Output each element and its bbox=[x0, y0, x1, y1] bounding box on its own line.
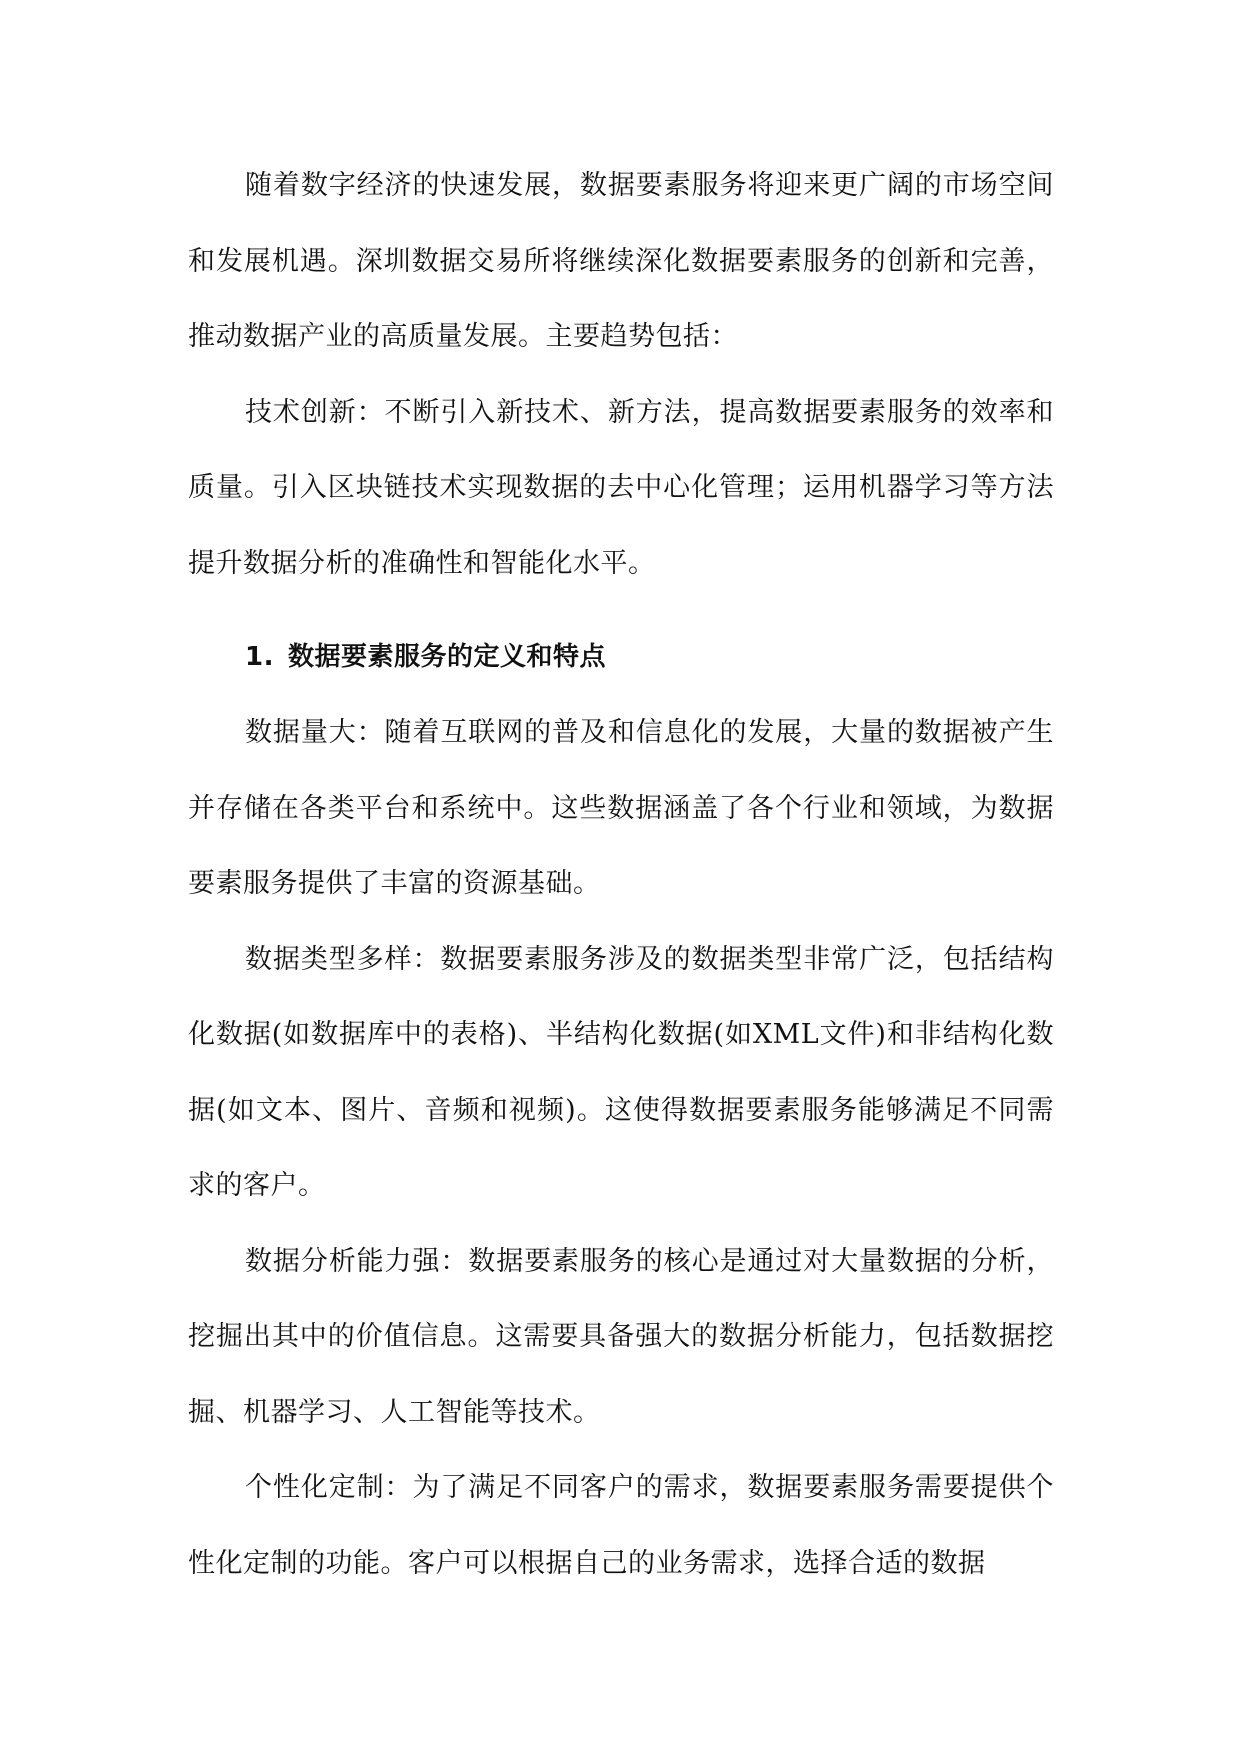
paragraph-analysis-capability: 数据分析能力强：数据要素服务的核心是通过对大量数据的分析，挖掘出其中的价值信息。这需要具备强大的数据分析能力，包括数据挖掘、机器学习、人工智能等技术。 bbox=[188, 1245, 1054, 1428]
paragraph-tech-innovation: 技术创新：不断引入新技术、新方法，提高数据要素服务的效率和质量。引入区块链技术实现数据的去中心化管理；运用机器学习等方法提升数据分析的准确性和智能化水平。 bbox=[188, 396, 1054, 579]
paragraph-data-types: 数据类型多样：数据要素服务涉及的数据类型非常广泛，包括结构化数据(如数据库中的表格)、半结构化数据(如XML文件)和非结构化数据(如文本、图片、音频和视频)。这使得数据要素服务能够满足不同需求的客户。 bbox=[188, 943, 1054, 1201]
document-body bbox=[188, 148, 1054, 1601]
section-title: 数据要素服务的定义和特点 bbox=[287, 642, 606, 672]
paragraph-data-volume: 数据量大：随着互联网的普及和信息化的发展，大量的数据被产生并存储在各类平台和系统中。这些数据涵盖了各个行业和领域，为数据要素服务提供了丰富的资源基础。 bbox=[188, 717, 1054, 899]
section-number: 1. bbox=[245, 642, 274, 672]
paragraph-trends-intro: 随着数字经济的快速发展，数据要素服务将迎来更广阔的市场空间和发展机遇。深圳数据交易所将继续深化数据要素服务的创新和完善，推动数据产业的高质量发展。主要趋势包括： bbox=[188, 170, 1054, 352]
paragraph-customization: 个性化定制：为了满足不同客户的需求，数据要素服务需要提供个性化定制的功能。客户可以根据自己的业务需求，选择合适的数据 bbox=[188, 1472, 1054, 1579]
section-heading bbox=[188, 601, 1054, 695]
